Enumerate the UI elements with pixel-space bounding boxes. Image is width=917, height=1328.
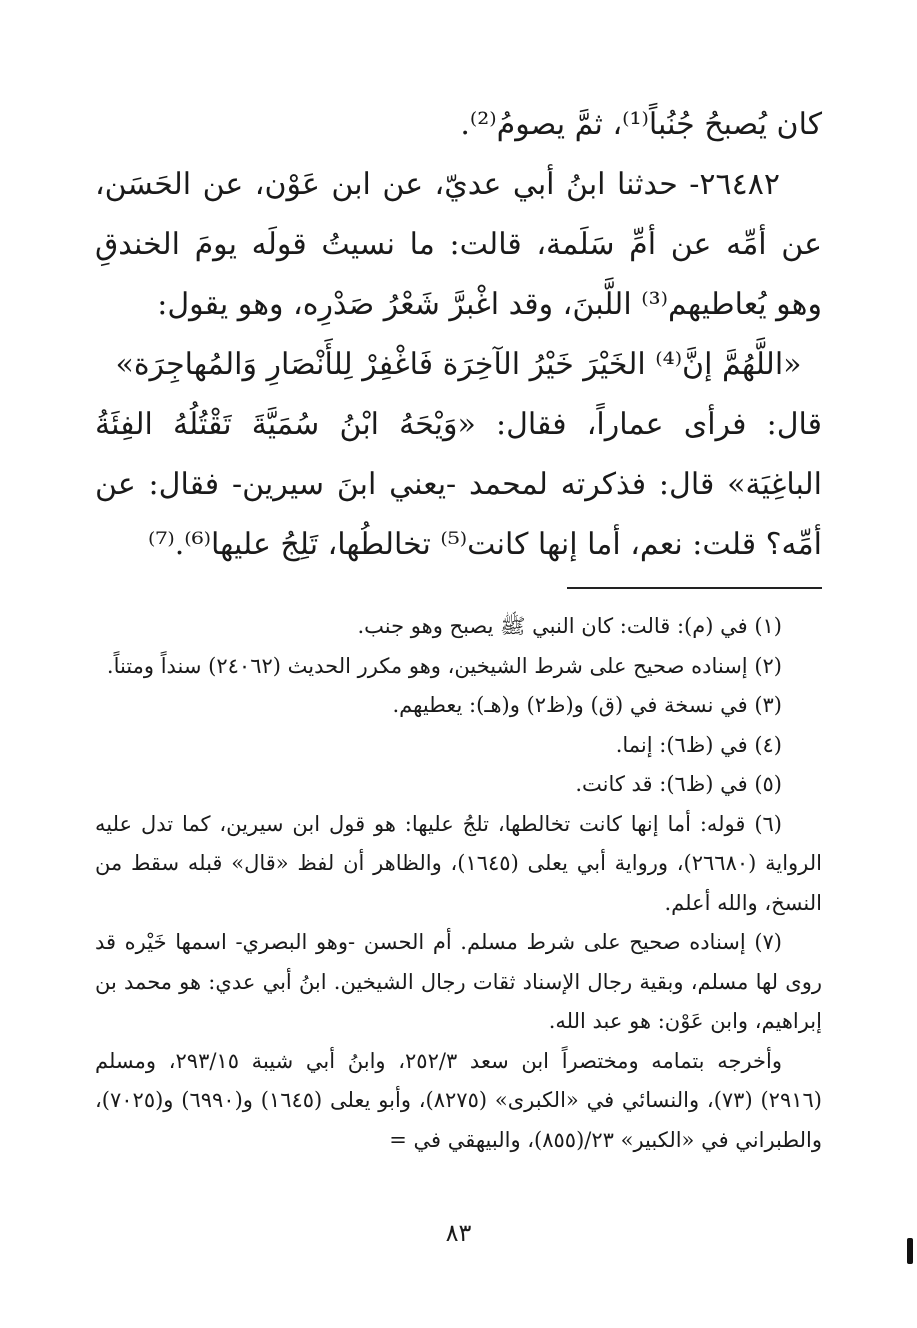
hadith-26482: ٢٦٤٨٢- حدثنا ابنُ أبي عديّ، عن ابن عَوْن، عن الحَسَن، عن أمِّه عن أمِّ سَلَمة، قالت: ما نسيتُ قولَه يومَ الخندقِ وهو يُعاطيهم⁽³⁾ اللَّبنَ، وقد اغْبرَّ شَعْرُ صَدْرِه، وهو يقول: [95, 167, 822, 322]
footnote-1: (١) في (م): قالت: كان النبي ﷺ يصبح وهو جنب. [357, 614, 782, 638]
main-text [95, 95, 822, 575]
footnote-2: (٢) إسناده صحيح على شرط الشيخين، وهو مكرر الحديث (٢٤٠٦٢) سنداً ومتناً. [106, 653, 782, 678]
footnote-3: (٣) في نسخة في (ق) و(ظ٢) و(هـ): يعطيهم. [392, 693, 782, 717]
poetry-verse: «اللَّهُمَّ إنَّ⁽⁴⁾ الخَيْرَ خَيْرُ الآخِرَة فَاغْفِرْ لِلأَنْصَارِ وَالمُهاجِرَة» [115, 347, 802, 382]
footnote-4: (٤) في (ظ٦): إنما. [615, 732, 782, 757]
footnote-7: (٧) إسناده صحيح على شرط مسلم. أم الحسن -وهو البصري- اسمها خَيْره قد روى لها مسلم، وبقية رجال الإسناد ثقات رجال الشيخين. ابنُ أبي عدي: هو محمد بن إبراهيم، وابن عَوْن: هو عبد الله. [95, 930, 822, 1033]
main-paragraph-ending: قال: فرأى عماراً، فقال: «وَيْحَهُ ابْنُ سُمَيَّةَ تَقْتُلُهُ الفِئَةُ الباغِيَة» قال: فذكرته لمحمد -يعني ابنَ سيرين- فقال: عن أمِّه؟ قلت: نعم، أما إنها كانت⁽⁵⁾ تخالطُها، تَلِجُ عليها⁽⁶⁾.⁽⁷⁾ [95, 407, 822, 562]
main-paragraph-continuation: كان يُصبحُ جُنُباً⁽¹⁾، ثمَّ يصومُ⁽²⁾. [460, 107, 822, 142]
footnote-7-continuation: وأخرجه بتمامه ومختصراً ابن سعد ٢٥٢/٣، وابنُ أبي شيبة ٢٩٣/١٥، ومسلم (٢٩١٦) (٧٣)، والنسائي في «الكبرى» (٨٢٧٥)، وأبو يعلى (١٦٤٥) و(٦٩٩٠) و(٧٠٢٥)، والطبراني في «الكبير» ٢٣/(٨٥٥)، والبيهقي في = [95, 1048, 822, 1152]
page-edge-mark [907, 1238, 913, 1264]
footnote-5: (٥) في (ظ٦): قد كانت. [575, 772, 782, 796]
footnotes [95, 607, 822, 1160]
footnote-6: (٦) قوله: أما إنها كانت تخالطها، تلجُ عليها: هو قول ابن سيرين، كما تدل عليه الرواية (٢٦٦٨٠)، ورواية أبي يعلى (١٦٤٥)، والظاهر أن لفظ «قال» قبله سقط من النسخ، والله أعلم. [95, 811, 822, 915]
footnote-separator [567, 587, 822, 589]
book-page [95, 95, 822, 1160]
page-number: ٨٣ [445, 1219, 472, 1247]
